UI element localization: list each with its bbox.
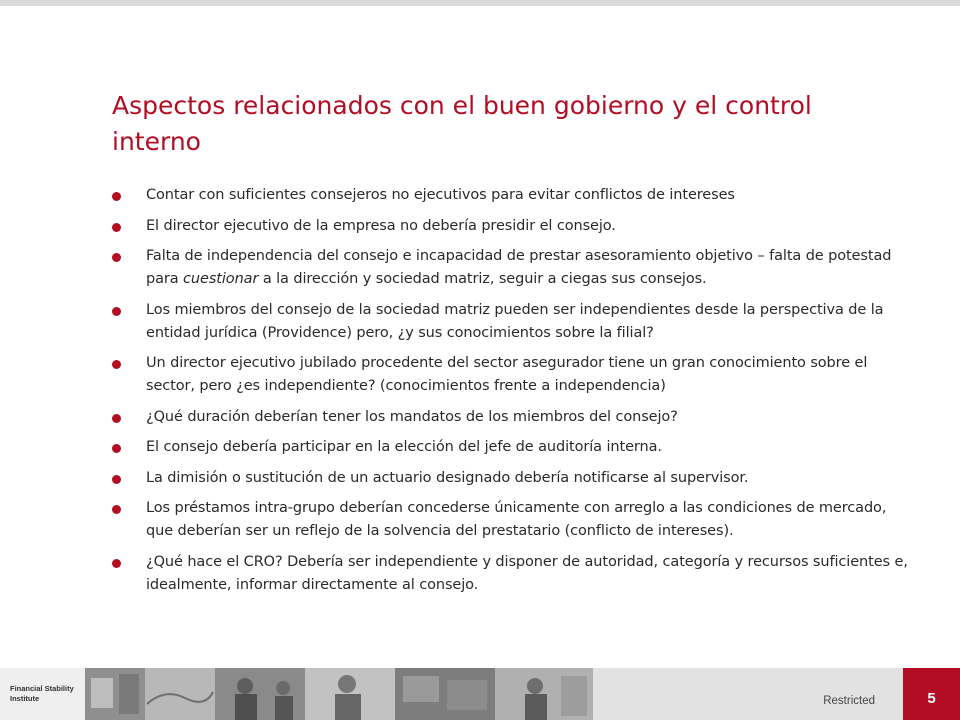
bullet-item bbox=[112, 467, 912, 490]
classification-label: Restricted bbox=[823, 695, 875, 707]
footer-photo-strip bbox=[85, 668, 593, 720]
bullet-dot-icon bbox=[112, 414, 121, 423]
bullet-item bbox=[112, 352, 912, 398]
bullet-dot-icon bbox=[112, 307, 121, 316]
bullet-text: Un director ejecutivo jubilado procedente del sector asegurador tiene un gran conocimiento sobre el sector, pero ¿es independiente? (conocimientos frente a independencia) bbox=[146, 355, 868, 394]
bullet-text-after: a la dirección y sociedad matriz, seguir a ciegas sus consejos. bbox=[258, 271, 707, 287]
bullet-item bbox=[112, 436, 912, 459]
photo-collage-image bbox=[85, 668, 593, 720]
bullet-item bbox=[112, 551, 912, 597]
bullet-item bbox=[112, 497, 912, 543]
bullet-text: El consejo debería participar en la elección del jefe de auditoría interna. bbox=[146, 439, 662, 455]
bullet-dot-icon bbox=[112, 253, 121, 262]
bullet-text: ¿Qué hace el CRO? Debería ser independiente y disponer de autoridad, categoría y recursos suficientes e, idealmente, informar directamente al consejo. bbox=[146, 553, 908, 593]
bullet-dot-icon bbox=[112, 360, 121, 369]
bullet-text: Los miembros del consejo de la sociedad matriz pueden ser independientes desde la perspectiva de la entidad jurídica (Providence) pero, ¿y sus conocimientos sobre la filial? bbox=[146, 301, 884, 341]
footer bbox=[0, 668, 960, 720]
bullet-item bbox=[112, 184, 912, 207]
bullet-dot-icon bbox=[112, 192, 121, 201]
bullet-item bbox=[112, 215, 912, 238]
bullet-dot-icon bbox=[112, 505, 121, 514]
bullet-dot-icon bbox=[112, 444, 121, 453]
bullet-item bbox=[112, 406, 912, 429]
bullet-dot-icon bbox=[112, 475, 121, 484]
bullet-text: ¿Qué duración deberían tener los mandatos de los miembros del consejo? bbox=[146, 408, 678, 425]
bullet-text: El director ejecutivo de la empresa no debería presidir el consejo. bbox=[146, 217, 616, 234]
bullet-dot-icon bbox=[112, 223, 121, 232]
bullet-list bbox=[112, 184, 912, 604]
bullet-text: Contar con suficientes consejeros no ejecutivos para evitar conflictos de intereses bbox=[146, 187, 735, 203]
slide-title: Aspectos relacionados con el buen gobierno y el control interno bbox=[112, 91, 812, 156]
bullet-text-before: Falta de independencia del consejo e incapacidad de prestar asesoramiento objetivo – falta de potestad para bbox=[146, 248, 892, 287]
bullet-item bbox=[112, 299, 912, 345]
page-number-badge bbox=[903, 668, 960, 720]
bullet-emphasis: cuestionar bbox=[183, 271, 259, 287]
footer-classification-area bbox=[593, 668, 903, 720]
bullet-dot-icon bbox=[112, 559, 121, 568]
fsi-logo bbox=[0, 668, 85, 720]
top-bar bbox=[0, 0, 960, 6]
bullet-text: Los préstamos intra-grupo deberían concederse únicamente con arreglo a las condiciones de mercado, que deberían ser un reflejo de la solvencia del prestatario (conflicto de intereses). bbox=[146, 500, 887, 539]
page-number: 5 bbox=[927, 690, 936, 707]
bullet-text: La dimisión o sustitución de un actuario designado debería notificarse al supervisor. bbox=[146, 469, 749, 486]
bullet-item bbox=[112, 245, 912, 291]
logo-text: Financial Stability Institute bbox=[10, 684, 74, 703]
